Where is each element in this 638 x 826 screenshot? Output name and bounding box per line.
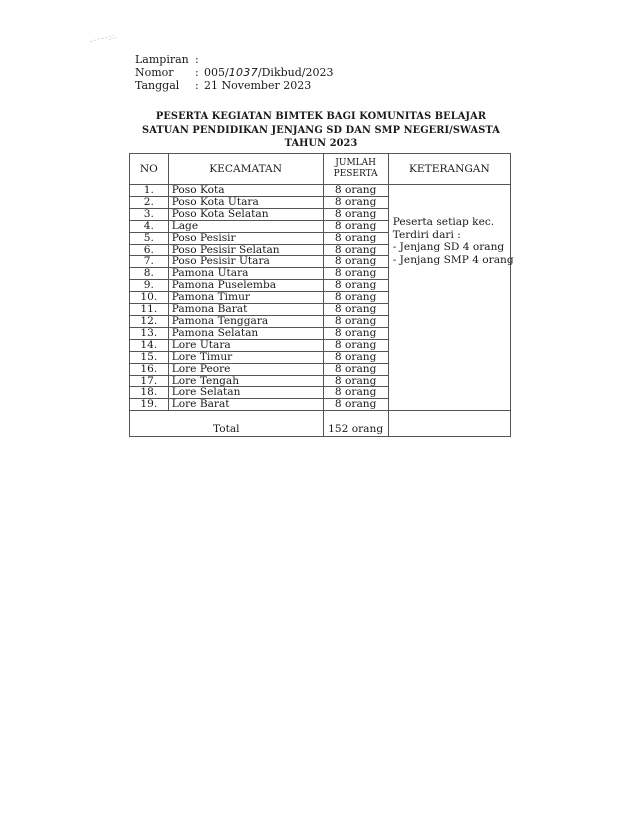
keterangan-line: - Jenjang SMP 4 orang [392,253,514,266]
row-kecamatan: Poso Pesisir [168,232,323,244]
meta-separator: : [195,53,199,66]
keterangan-line: - Jenjang SD 4 orang [392,241,505,254]
header-jumlah-line2: PESERTA [333,169,378,179]
row-no: 19. [130,399,169,411]
row-no: 17. [130,375,169,387]
row-jumlah: 8 orang [323,232,388,244]
title-line: SATUAN PENDIDIKAN JENJANG SD DAN SMP NEGERI/SWASTA [142,124,500,136]
row-kecamatan: Lore Peore [168,363,323,375]
row-jumlah: 8 orang [323,387,388,399]
meta-label: Nomor [135,66,174,79]
row-no: 15. [130,351,169,363]
title-line: PESERTA KEGIATAN BIMTEK BAGI KOMUNITAS BELAJAR [155,111,487,122]
row-kecamatan: Pamona Timur [168,292,323,304]
row-jumlah: 8 orang [323,280,388,292]
row-jumlah: 8 orang [323,327,388,339]
row-jumlah: 8 orang [323,220,388,232]
row-kecamatan: Pamona Tenggara [168,315,323,327]
row-kecamatan: Pamona Utara [168,268,323,280]
row-kecamatan: Poso Kota [168,185,323,197]
header-jumlah [323,154,388,185]
row-kecamatan: Poso Pesisir Utara [168,256,323,268]
row-kecamatan: Lore Utara [168,339,323,351]
row-jumlah: 8 orang [323,399,388,411]
meta-lampiran [135,53,333,66]
row-kecamatan: Poso Kota Utara [168,196,323,208]
participant-table [129,153,514,437]
row-no: 3. [130,208,169,220]
total-value: 152 orang [323,411,388,437]
row-kecamatan: Lore Tengah [168,375,323,387]
row-kecamatan: Lore Barat [168,399,323,411]
row-no: 10. [130,292,169,304]
row-no: 8. [130,268,169,280]
keterangan-line: Peserta setiap kec. [392,216,495,228]
row-no: 16. [130,363,169,375]
row-jumlah: 8 orang [323,304,388,316]
document-title [130,110,512,151]
row-no: 1. [130,185,169,197]
row-jumlah: 8 orang [323,208,388,220]
row-jumlah: 8 orang [323,256,388,268]
row-kecamatan: Pamona Barat [168,304,323,316]
row-no: 12. [130,315,169,327]
header-jumlah-line1: JUMLAH [335,158,376,168]
row-no: 7. [130,256,169,268]
keterangan-line: Terdiri dari : [392,228,461,241]
meta-value: 21 November 2023 [204,79,312,92]
row-kecamatan: Pamona Selatan [168,327,323,339]
row-jumlah: 8 orang [323,339,388,351]
meta-nomor [135,66,333,79]
row-no: 9. [130,280,169,292]
total-label: Total [130,411,324,437]
row-kecamatan: Poso Pesisir Selatan [168,244,323,256]
row-no: 2. [130,196,169,208]
meta-separator: : [195,79,199,92]
header-no: NO [130,154,169,185]
row-no: 6. [130,244,169,256]
row-jumlah: 8 orang [323,375,388,387]
row-kecamatan: Lore Timur [168,351,323,363]
table-header-row [130,154,511,185]
row-jumlah: 8 orang [323,244,388,256]
title-line: TAHUN 2023 [284,138,358,149]
row-jumlah: 8 orang [323,268,388,280]
table-row [130,185,511,197]
row-kecamatan: Poso Kota Selatan [168,208,323,220]
row-no: 18. [130,387,169,399]
row-jumlah: 8 orang [323,292,388,304]
total-keterangan-empty [388,411,510,437]
row-kecamatan: Lage [168,220,323,232]
letter-metadata [135,53,333,92]
header-keterangan: KETERANGAN [388,154,510,185]
row-jumlah: 8 orang [323,351,388,363]
row-jumlah: 8 orang [323,315,388,327]
header-kecamatan: KECAMATAN [168,154,323,185]
meta-value-suffix: /Dikbud/2023 [257,66,334,79]
table-body [130,184,514,437]
row-no: 14. [130,339,169,351]
meta-value-handwritten: 1037 [228,66,258,79]
row-jumlah: 8 orang [323,196,388,208]
keterangan-cell [388,185,514,411]
total-row [130,411,511,437]
row-kecamatan: Lore Selatan [168,387,323,399]
meta-value-prefix: 005/ [204,66,229,79]
row-jumlah: 8 orang [323,185,388,197]
row-no: 5. [130,232,169,244]
meta-label: Lampiran [135,53,189,66]
row-no: 4. [130,220,169,232]
row-jumlah: 8 orang [323,363,388,375]
scan-mark-icon [88,30,122,46]
meta-separator: : [195,66,199,79]
row-no: 13. [130,327,169,339]
row-kecamatan: Pamona Puselemba [168,280,323,292]
row-no: 11. [130,304,169,316]
meta-label: Tanggal [135,79,180,92]
meta-tanggal [135,79,333,92]
